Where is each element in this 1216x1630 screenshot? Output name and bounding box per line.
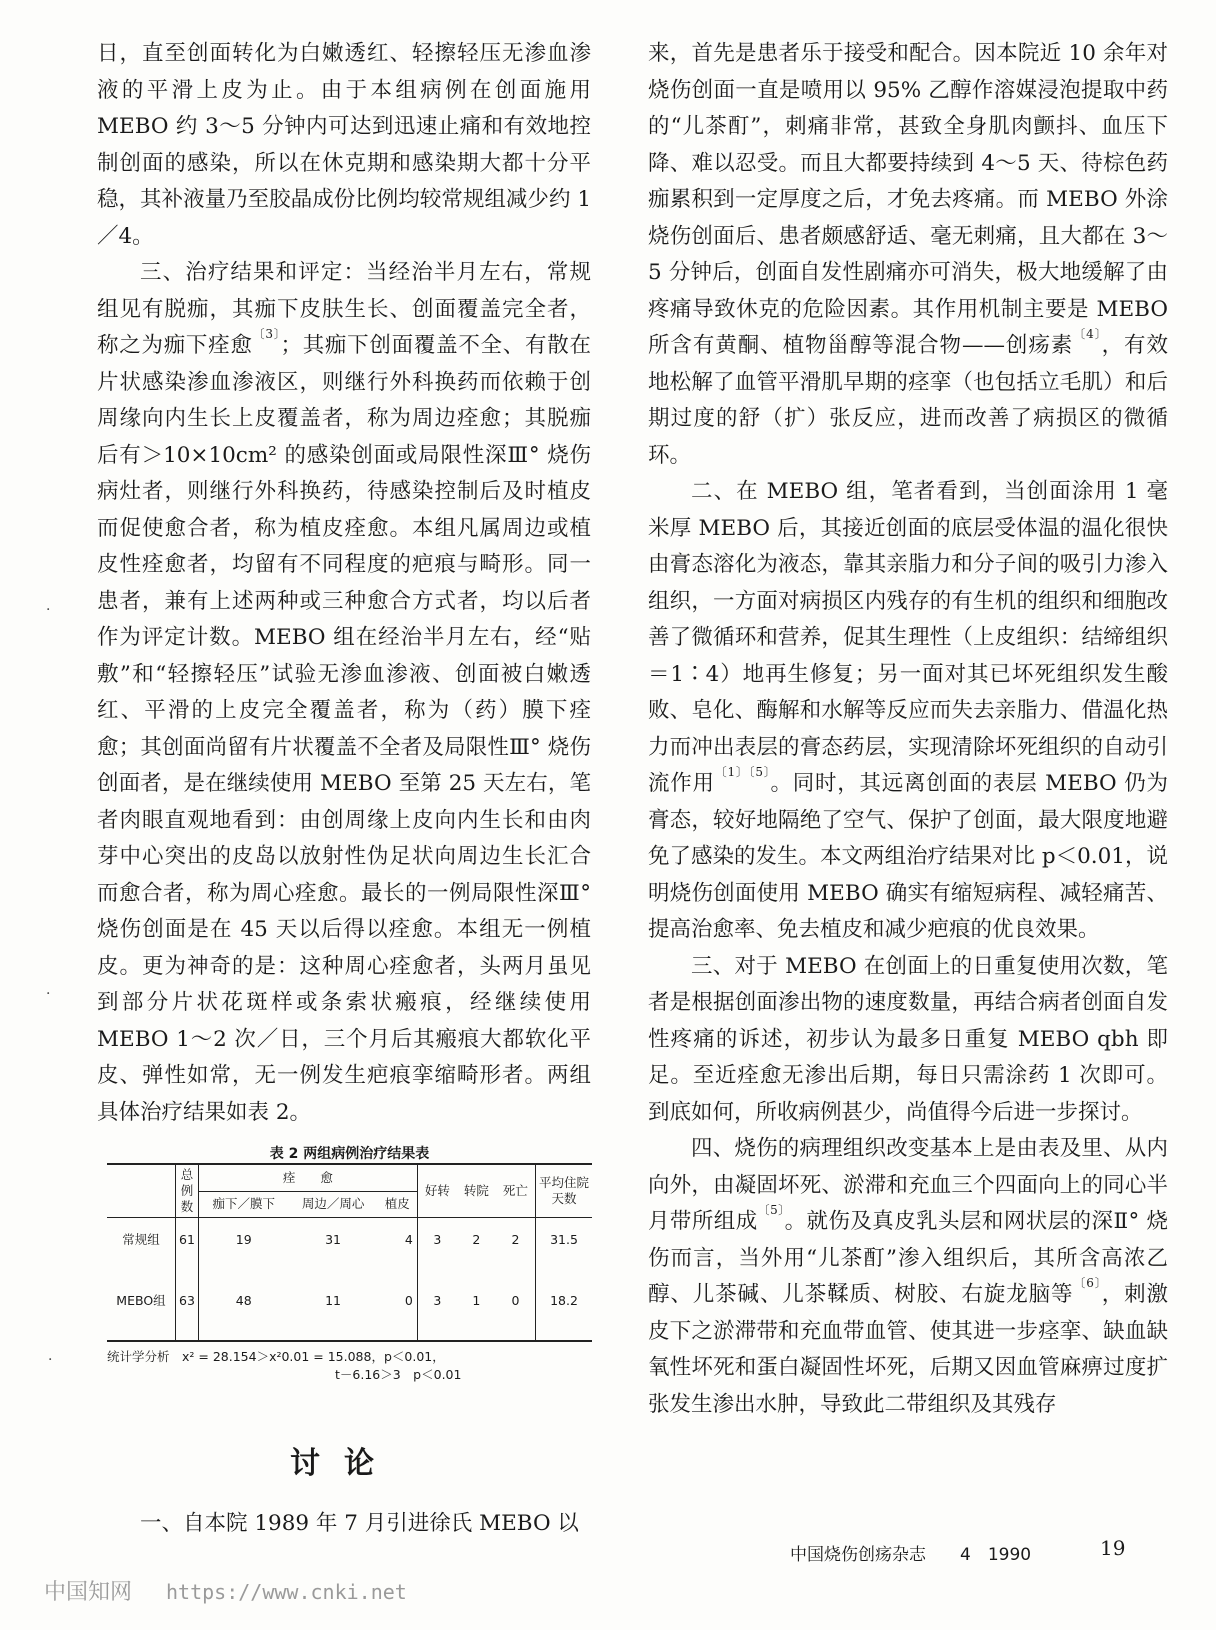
scan-speck: · <box>48 1352 53 1368</box>
results-table <box>107 1163 592 1342</box>
journal-footer: 中国烧伤创疡杂志 4 1990 <box>790 1545 1032 1565</box>
header-death: 死亡 <box>496 1164 536 1218</box>
paragraph-left-1: 日，直至创面转化为白嫩透红、轻擦轻压无渗血渗液的平滑上皮为止。由于本组病例在创面施用 MEBO 约 3～5 分钟内可达到迅速止痛和有效地控制创面的感染，所以在休克期和感染期大都十分平稳，其补液量乃至胶晶成份比例均较常规组减少约 1／4。 <box>97 41 591 249</box>
table-title: 表 2 两组病例治疗结果表 <box>269 1146 430 1162</box>
row-group: 常规组 <box>107 1218 176 1263</box>
row-group: MEBO组 <box>107 1262 176 1341</box>
paragraph-treatment-results: 三、治疗结果和评定：当经治半月左右，常规组见有脱痂，其痂下皮肤生长、创面覆盖完全者，称之为痂下痊愈$^{〔3〕}$；其痂下创面覆盖不全、有散在片状感染渗血渗液区，则继行外科换药而依赖于创周缘向内生长上皮覆盖者，称为周边痊愈；其脱痂后有＞10×10cm² 的感染创面或局限性深Ⅲ° 烧伤病灶者，则继行外科换药，待感染控制后及时植皮而促使愈合者，称为植皮痊愈。本组凡属周边或植皮性痊愈者，均留有不同程度的疤痕与畸形。同一患者，兼有上述两种或三种愈合方式者，均以后者作为评定计数。MEBO 组在经治半月左右，经“贴敷”和“轻擦轻压”试验无渗血渗液、创面被白嫩透红、平滑的上皮完全覆盖者，称为（药）膜下痊愈；其创面尚留有片状覆盖不全者及局限性Ⅲ° 烧伤创面者，是在继续使用 MEBO 至第 25 天左右，笔者肉眼直观地看到：由创周缘上皮向内生长和由肉芽中心突出的皮岛以放射性伪足状向周边生长汇合而愈合者，称为周心痊愈。最长的一例局限性深Ⅲ° 烧伤创面是在 45 天以后得以痊愈。本组无一例植皮。更为神奇的是：这种周心痊愈者，头两月虽见到部分片状花斑样或条索状瘢痕，经继续使用 MEBO 1～2 次／日，三个月后其瘢痕大都软化平皮、弹性如常，无一例发生疤痕挛缩畸形者。两组具体治疗结果如表 2。 <box>97 260 591 1125</box>
header-sub-1: 痂下／膜下 <box>199 1191 289 1217</box>
table-statistics: 统计学分析 x² = 28.154＞x²0.01 = 15.088，p＜0.01， t－6.16＞3 p＜0.01 <box>107 1349 462 1382</box>
watermark-name: 中国知网 <box>44 1580 133 1605</box>
header-sub-2: 周边／周心 <box>288 1191 377 1217</box>
page-number: 19 <box>1100 1536 1126 1560</box>
watermark-url: https://www.cnki.net <box>166 1580 407 1604</box>
section-heading: 讨论 <box>290 1446 398 1481</box>
paragraph-right-1: 来，首先是患者乐于接受和配合。因本院近 10 余年对烧伤创面一直是喷用以 95% 乙醇作溶媒浸泡提取中药的“儿茶酊”，刺痛非常，甚致全身肌肉颤抖、血压下降、难以忍受。而且大都要持续到 4～5 天、待棕色药痂累积到一定厚度之后，才免去疼痛。而 MEBO 外涂烧伤创面后、患者颇感舒适、毫无刺痛，且大都在 3～5 分钟后，创面自发性剧痛亦可消失，极大地缓解了由疼痛导致休克的危险因素。其作用机制主要是 MEBO 所含有黄酮、植物甾醇等混合物——创疡素$^{〔4〕}$，有效地松解了血管平滑肌早期的痉挛（也包括立毛肌）和后期过度的舒（扩）张反应，进而改善了病损区的微循环。 <box>648 41 1168 468</box>
header-transfer: 转院 <box>457 1164 496 1218</box>
paragraph-right-3: 三、对于 MEBO 在创面上的日重复使用次数，笔者是根据创面渗出物的速度数量，再结合病者创面自发性疼痛的诉述，初步认为最多日重复 MEBO qbh 即足。至近痊愈无渗出后期，每日只需涂药 1 次即可。到底如何，所收病例甚少，尚值得今后进一步探讨。 <box>648 953 1168 1125</box>
scan-speck: · <box>46 602 51 618</box>
header-improved: 好转 <box>417 1164 457 1218</box>
paragraph-discussion-1: 一、自本院 1989 年 7 月引进徐氏 MEBO 以 <box>140 1511 579 1536</box>
citation-ref: 〔1〕〔5〕 <box>714 765 771 779</box>
scan-speck: · <box>46 986 51 1002</box>
table-row: 常规组 61 19 31 4 3 2 2 31.5 <box>107 1218 592 1263</box>
citation-ref: 〔4〕 <box>1073 327 1102 341</box>
header-sub-3: 植皮 <box>378 1191 418 1217</box>
header-healed: 痊 愈 <box>199 1164 418 1191</box>
citation-ref: 〔6〕 <box>1073 1276 1102 1290</box>
table-2 <box>107 1145 592 1384</box>
right-column <box>648 36 1168 1423</box>
header-total: 总例数 <box>176 1164 199 1218</box>
left-column <box>97 36 591 1543</box>
paragraph-right-4: 四、烧伤的病理组织改变基本上是由表及里、从内向外，由凝固坏死、淤滞和充血三个四面向上的同心半月带所组成$^{〔5〕}$。就伤及真皮乳头层和网状层的深Ⅱ° 烧伤而言，当外用“儿茶酊”渗入组织后，其所含高浓乙醇、儿茶碱、儿茶鞣质、树胶、右旋龙脑等$^{〔6〕}$，刺激皮下之淤滞带和充血带血管、使其进一步痉挛、缺血缺氧性坏死和蛋白凝固性坏死，后期又因血管麻痹过度扩张发生渗出水肿，导致此二带组织及其残存 <box>648 1136 1168 1417</box>
citation-ref: 〔3〕 <box>252 327 281 341</box>
table-row: MEBO组 63 48 11 0 3 1 0 18.2 <box>107 1262 592 1341</box>
paragraph-right-2: 二、在 MEBO 组，笔者看到，当创面涂用 1 毫米厚 MEBO 后，其接近创面的底层受体温的温化很快由膏态溶化为液态，靠其亲脂力和分子间的吸引力渗入组织，一方面对病损区内残存的有生机的组织和细胞改善了微循环和营养，促其生理性（上皮组织：结缔组织＝1∶4）地再生修复；另一面对其已坏死组织发生酸败、皂化、酶解和水解等反应而失去亲脂力、借温化热力而冲出表层的膏态药层，实现清除坏死组织的自动引流作用$^{〔1〕〔5〕}$。同时，其远离创面的表层 MEBO 仍为膏态，较好地隔绝了空气、保护了创面，最大限度地避免了感染的发生。本文两组治疗结果对比 p＜0.01，说明烧伤创面使用 MEBO 确实有缩短病程、减轻痛苦、提高治愈率、免去植皮和减少疤痕的优良效果。 <box>648 479 1168 942</box>
citation-ref: 〔5〕 <box>757 1203 785 1217</box>
header-avg-days: 平均住院天数 <box>536 1164 593 1218</box>
cnki-watermark <box>44 1575 407 1606</box>
